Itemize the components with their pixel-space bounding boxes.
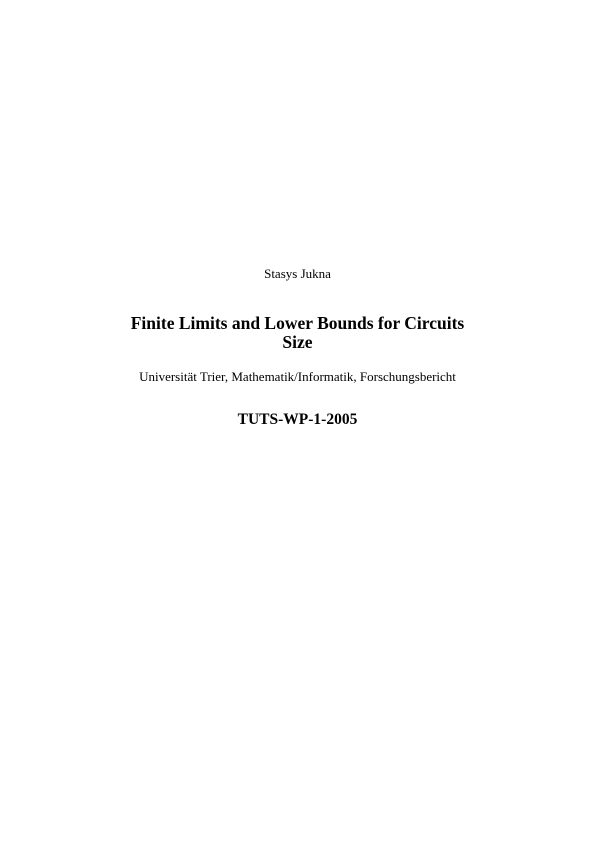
affiliation: Universität Trier, Mathematik/Informatik, Forschungsbericht (139, 369, 456, 384)
report-number: TUTS-WP-1-2005 (237, 411, 358, 428)
author-name: Stasys Jukna (264, 266, 331, 281)
document-title-line-1: Finite Limits and Lower Bounds for Circuits (130, 313, 465, 333)
document-title (0, 314, 595, 352)
document-title-line-2: Size (282, 332, 313, 352)
